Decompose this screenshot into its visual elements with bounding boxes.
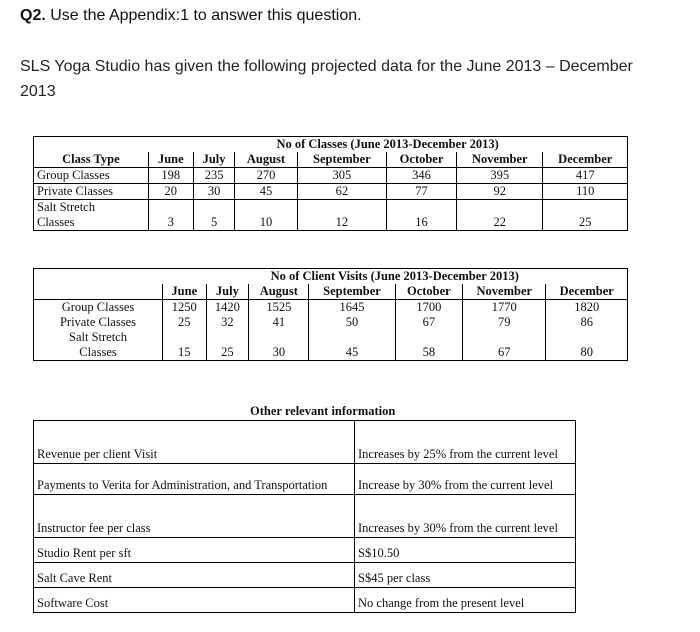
other-info-table: [33, 420, 576, 613]
row-label: Group Classes: [34, 168, 149, 184]
classes-header: October: [387, 152, 457, 168]
cell: 45: [309, 330, 395, 361]
classes-header-type: Class Type: [34, 152, 149, 168]
question-header: [20, 7, 362, 25]
question-label: Q2.: [20, 7, 46, 24]
cell: 15: [163, 330, 207, 361]
cell: 417: [543, 168, 628, 184]
cell: 110: [543, 184, 628, 200]
cell: 30: [249, 330, 309, 361]
row-label: Private Classes: [34, 184, 149, 200]
table-row: [34, 168, 628, 184]
cell: 198: [148, 168, 193, 184]
info-item: Revenue per client Visit: [34, 421, 355, 464]
info-value: S$10.50: [355, 538, 576, 563]
cell: 1250: [163, 300, 207, 316]
cell: 20: [148, 184, 193, 200]
classes-header: November: [457, 152, 543, 168]
info-value: Increase by 30% from the current level: [355, 464, 576, 495]
table-row: [34, 563, 576, 588]
cell: 16: [387, 200, 457, 231]
table-row: [34, 588, 576, 613]
table-row: [34, 538, 576, 563]
intro-text: SLS Yoga Studio has given the following projected data for the June 2013 – December 2013: [20, 58, 633, 100]
cell: 58: [395, 330, 463, 361]
cell: 32: [206, 315, 249, 330]
cell: 80: [546, 330, 628, 361]
cell: 86: [546, 315, 628, 330]
cell: 10: [235, 200, 297, 231]
cell: 1645: [309, 300, 395, 316]
row-label: [34, 200, 149, 231]
visits-header: December: [546, 284, 628, 300]
cell: 45: [235, 184, 297, 200]
cell: 1820: [546, 300, 628, 316]
classes-header: August: [235, 152, 297, 168]
cell: 30: [193, 184, 234, 200]
info-item: Salt Cave Rent: [34, 563, 355, 588]
cell: 25: [543, 200, 628, 231]
classes-header: December: [543, 152, 628, 168]
cell: 270: [235, 168, 297, 184]
question-text: Use the Appendix:1 to answer this question.: [50, 7, 362, 24]
cell: 22: [457, 200, 543, 231]
table-row: [34, 200, 628, 231]
table-row: [34, 300, 628, 316]
cell: 50: [309, 315, 395, 330]
cell: 1525: [249, 300, 309, 316]
classes-header: September: [297, 152, 386, 168]
visits-header: November: [463, 284, 546, 300]
cell: 62: [297, 184, 386, 200]
row-label-line2: Classes: [37, 215, 75, 229]
visits-header: August: [249, 284, 309, 300]
table-row: [34, 464, 576, 495]
row-label-line1: Salt Stretch: [69, 330, 127, 344]
row-label: Group Classes: [61, 300, 135, 314]
classes-table: [33, 136, 628, 231]
info-item: Studio Rent per sft: [34, 538, 355, 563]
row-label: [34, 330, 163, 361]
cell: 92: [457, 184, 543, 200]
cell: 67: [395, 315, 463, 330]
cell: 1700: [395, 300, 463, 316]
visits-header: September: [309, 284, 395, 300]
row-label-line2: Classes: [79, 345, 117, 359]
cell: 12: [297, 200, 386, 231]
cell: 235: [193, 168, 234, 184]
visits-table: [33, 268, 628, 361]
info-value: Increases by 30% from the current level: [355, 495, 576, 538]
info-item: Instructor fee per class: [34, 495, 355, 538]
cell: 395: [457, 168, 543, 184]
cell: 41: [249, 315, 309, 330]
cell: 1420: [206, 300, 249, 316]
visits-table-caption: No of Client Visits (June 2013-December 2013): [270, 269, 519, 283]
cell: 5: [193, 200, 234, 231]
cell: 3: [148, 200, 193, 231]
info-value: No change from the present level: [355, 588, 576, 613]
row-label-line1: Salt Stretch: [37, 200, 95, 214]
table-row: [34, 495, 576, 538]
visits-header: June: [163, 284, 207, 300]
table-row: [34, 315, 628, 330]
row-label: Private Classes: [59, 315, 137, 329]
info-item: Software Cost: [34, 588, 355, 613]
cell: 77: [387, 184, 457, 200]
classes-table-caption: No of Classes (June 2013-December 2013): [276, 137, 499, 151]
cell: 25: [163, 315, 207, 330]
info-value: S$45 per class: [355, 563, 576, 588]
table-row: [34, 421, 576, 464]
cell: 305: [297, 168, 386, 184]
cell: 79: [463, 315, 546, 330]
other-info-title: Other relevant information: [250, 404, 396, 418]
info-item: Payments to Verita for Administration, and Transportation: [34, 464, 355, 495]
cell: 1770: [463, 300, 546, 316]
table-row: [34, 184, 628, 200]
table-row: [34, 330, 628, 361]
visits-header: October: [395, 284, 463, 300]
classes-header: July: [193, 152, 234, 168]
info-value: Increases by 25% from the current level: [355, 421, 576, 464]
cell: 67: [463, 330, 546, 361]
classes-header: June: [148, 152, 193, 168]
visits-header: July: [206, 284, 249, 300]
cell: 346: [387, 168, 457, 184]
cell: 25: [206, 330, 249, 361]
